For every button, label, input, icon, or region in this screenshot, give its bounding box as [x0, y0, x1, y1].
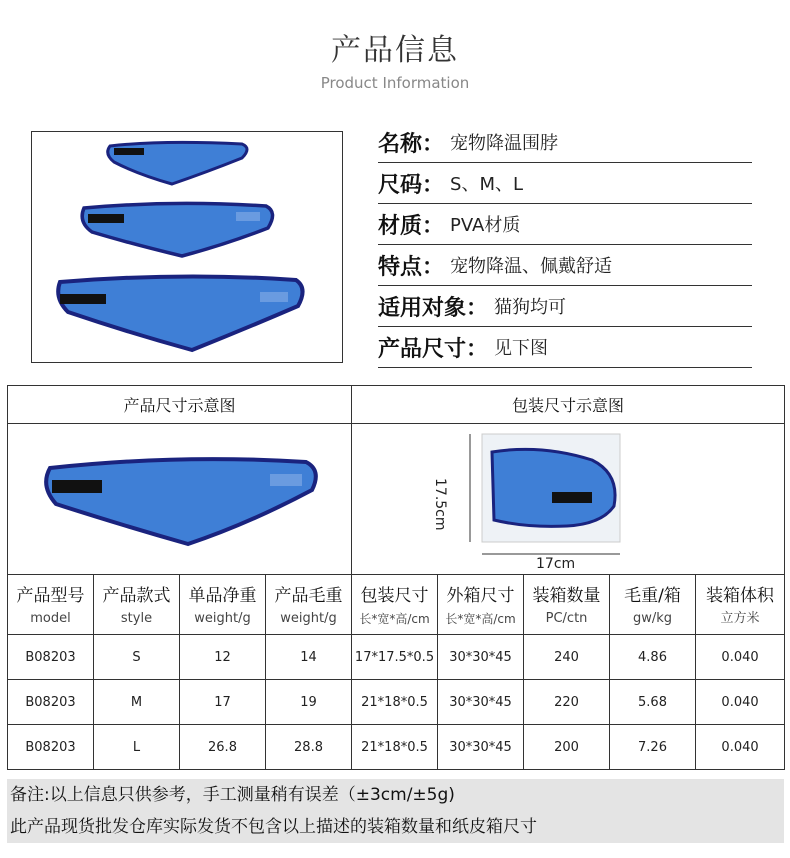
table-cell: 0.040 — [696, 635, 785, 680]
product-diagram — [8, 424, 352, 575]
table-cell: 14 — [266, 635, 352, 680]
column-header: 毛重/箱 gw/kg — [610, 575, 696, 635]
table-cell: 0.040 — [696, 725, 785, 770]
table-cell: 200 — [524, 725, 610, 770]
notes-box — [7, 779, 784, 843]
note-disclaimer: 备注:以上信息只供参考，手工测量稍有误差（±3cm/±5g) — [10, 785, 455, 805]
table-cell: 26.8 — [180, 725, 266, 770]
column-header: 单品净重 weight/g — [180, 575, 266, 635]
column-header: 外箱尺寸 长*宽*高/cm — [438, 575, 524, 635]
table-row — [8, 680, 785, 725]
package-height-label: 17.5cm — [432, 478, 449, 531]
product-specs — [378, 122, 752, 368]
table-cell: B08203 — [8, 725, 94, 770]
column-header: 装箱体积 立方米 — [696, 575, 785, 635]
package-diagram — [352, 424, 785, 575]
spec-row-size — [378, 163, 752, 204]
table-cell: 4.86 — [610, 635, 696, 680]
table-cell: 28.8 — [266, 725, 352, 770]
spec-row-target — [378, 286, 752, 327]
velcro-strip — [114, 148, 144, 155]
table-cell: 21*18*0.5 — [352, 725, 438, 770]
table-cell: 12 — [180, 635, 266, 680]
page-title-block — [0, 32, 790, 94]
spec-key: 适用对象： — [378, 295, 489, 321]
spec-value: PVA材质 — [450, 215, 521, 236]
velcro-strip — [52, 480, 102, 493]
table-cell: 17*17.5*0.5 — [352, 635, 438, 680]
column-header: 包装尺寸 长*宽*高/cm — [352, 575, 438, 635]
spec-row-material — [378, 204, 752, 245]
velcro-strip — [552, 492, 592, 503]
table-cell: 17 — [180, 680, 266, 725]
spec-value: S、M、L — [450, 174, 523, 195]
velcro-pad — [260, 292, 288, 302]
product-diagram-title: 产品尺寸示意图 — [8, 386, 352, 424]
table-cell: S — [94, 635, 180, 680]
table-cell: L — [94, 725, 180, 770]
table-cell: 7.26 — [610, 725, 696, 770]
product-photo-three-sizes — [31, 131, 343, 363]
page-title: 产品信息 — [331, 33, 459, 68]
velcro-strip — [60, 294, 106, 304]
spec-key: 材质： — [378, 213, 445, 239]
table-cell: 19 — [266, 680, 352, 725]
page-subtitle: Product Information — [320, 74, 470, 92]
table-cell: 21*18*0.5 — [352, 680, 438, 725]
spec-value: 宠物降温、佩戴舒适 — [450, 256, 613, 277]
table-cell: 220 — [524, 680, 610, 725]
table-cell: 30*30*45 — [438, 680, 524, 725]
spec-key: 产品尺寸： — [378, 336, 489, 362]
spec-value: 猫狗均可 — [494, 297, 567, 318]
velcro-pad — [270, 474, 302, 486]
spec-row-dimensions — [378, 327, 752, 368]
packaged-collar — [492, 449, 615, 526]
collar-medium — [82, 203, 272, 256]
spec-key: 特点： — [378, 254, 445, 280]
table-cell: 30*30*45 — [438, 725, 524, 770]
product-table — [7, 385, 785, 770]
package-diagram-image — [352, 424, 756, 574]
velcro-pad — [236, 212, 260, 221]
velcro-strip — [88, 214, 124, 223]
spec-key: 名称： — [378, 131, 445, 157]
table-cell: 5.68 — [610, 680, 696, 725]
collar-sizes-illustration — [32, 132, 342, 362]
spec-row-name — [378, 122, 752, 163]
note-shipping: 此产品现货批发仓库实际发货不包含以上描述的装箱数量和纸皮箱尺寸 — [10, 817, 537, 837]
column-header: 产品型号 model — [8, 575, 94, 635]
table-cell: B08203 — [8, 635, 94, 680]
column-header: 装箱数量 PC/ctn — [524, 575, 610, 635]
package-width-label: 17cm — [536, 556, 576, 572]
spec-value: 见下图 — [494, 338, 549, 359]
spec-key: 尺码： — [378, 172, 445, 198]
column-header: 产品毛重 weight/g — [266, 575, 352, 635]
collar-diagram-image — [8, 424, 378, 574]
package-diagram-title: 包装尺寸示意图 — [352, 386, 785, 424]
table-cell: 30*30*45 — [438, 635, 524, 680]
table-cell: B08203 — [8, 680, 94, 725]
table-row — [8, 725, 785, 770]
table-row — [8, 635, 785, 680]
spec-row-features — [378, 245, 752, 286]
column-header: 产品款式 style — [94, 575, 180, 635]
collar-large — [58, 276, 302, 350]
table-cell: 0.040 — [696, 680, 785, 725]
table-cell: 240 — [524, 635, 610, 680]
spec-value: 宠物降温围脖 — [450, 133, 559, 154]
table-cell: M — [94, 680, 180, 725]
collar-diagram-shape — [46, 459, 316, 544]
